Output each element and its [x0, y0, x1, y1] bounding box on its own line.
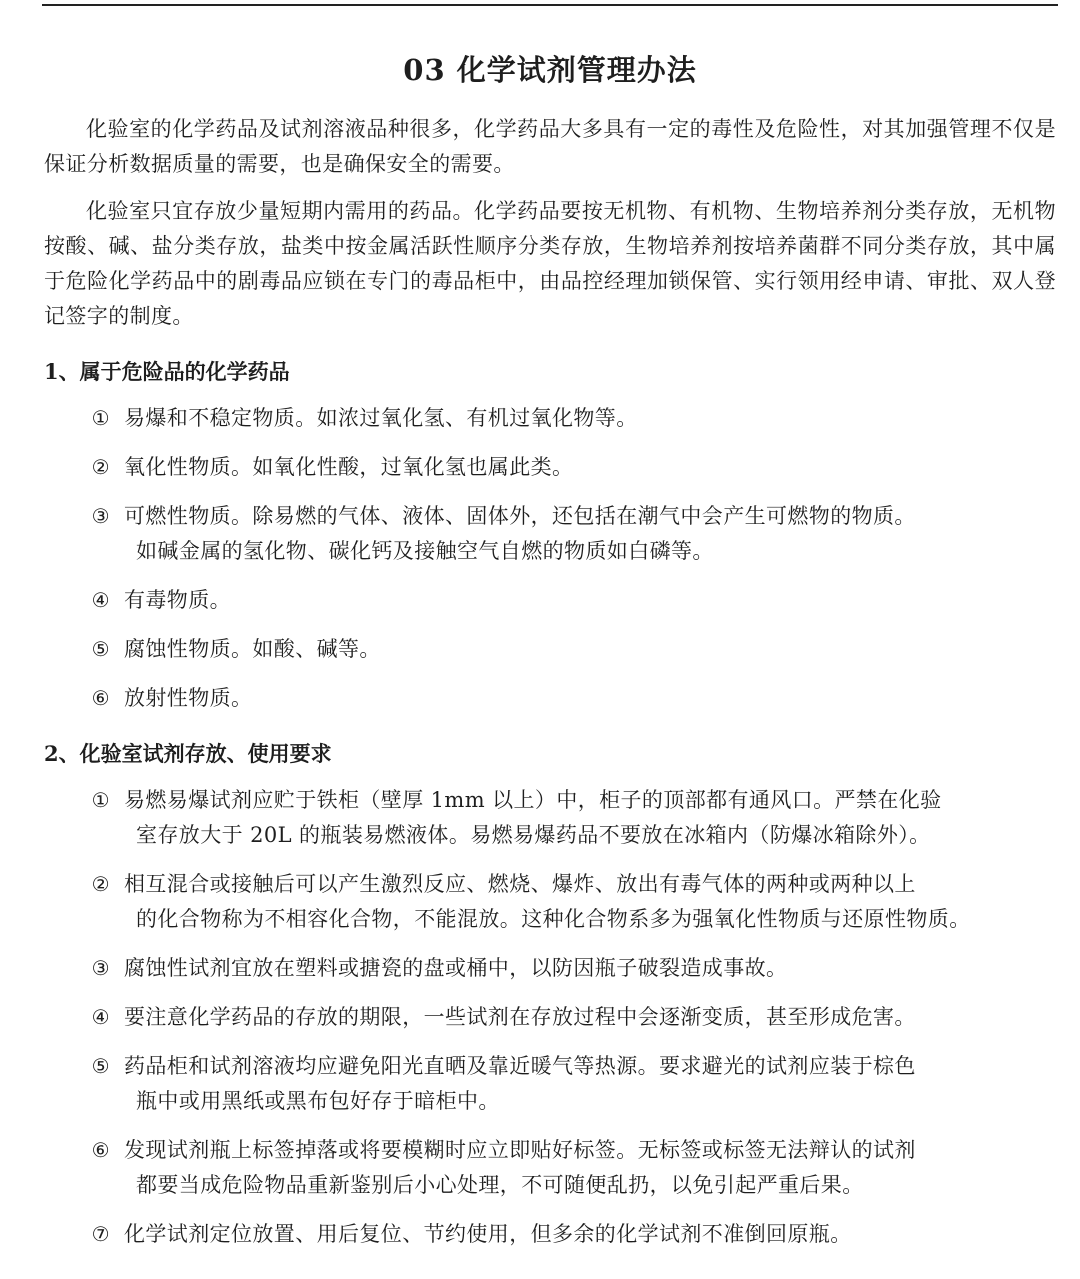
section-heading-2: 2、化验室试剂存放、使用要求 — [44, 741, 332, 766]
item-text: 放射性物质。 — [124, 686, 253, 710]
item-number: ④ — [91, 588, 110, 612]
list-item — [44, 783, 1056, 853]
item-text: 腐蚀性物质。如酸、碱等。 — [124, 637, 381, 661]
item-number: ① — [91, 788, 110, 812]
item-text: 药品柜和试剂溶液均应避免阳光直晒及靠近暖气等热源。要求避光的试剂应装于棕色 瓶中或用黑纸或黑布包好存于暗柜中。 — [124, 1054, 916, 1113]
item-number: ③ — [91, 504, 110, 528]
item-number: ⑥ — [91, 686, 110, 710]
item-text: 腐蚀性试剂宜放在塑料或搪瓷的盘或桶中，以防因瓶子破裂造成事故。 — [124, 956, 788, 980]
list-item — [44, 499, 1056, 569]
item-text: 化学试剂定位放置、用后复位、节约使用，但多余的化学试剂不准倒回原瓶。 — [124, 1222, 852, 1246]
item-number: ⑦ — [91, 1222, 110, 1246]
hazardous-chemicals-list — [44, 401, 1056, 716]
item-text: 可燃性物质。除易燃的气体、液体、固体外，还包括在潮气中会产生可燃物的物质。 如碱金属的氢化物、碳化钙及接触空气自燃的物质如白磷等。 — [124, 504, 916, 563]
item-number: ⑥ — [91, 1138, 110, 1162]
intro-paragraph-1: 化验室的化学药品及试剂溶液品种很多，化学药品大多具有一定的毒性及危险性，对其加强管理不仅是保证分析数据质量的需要，也是确保安全的需要。 — [44, 117, 1056, 176]
list-item — [44, 1217, 1056, 1252]
item-text: 相互混合或接触后可以产生激烈反应、燃烧、爆炸、放出有毒气体的两种或两种以上 的化合物称为不相容化合物，不能混放。这种化合物系多为强氧化性物质与还原性物质。 — [124, 872, 971, 931]
item-text: 发现试剂瓶上标签掉落或将要模糊时应立即贴好标签。无标签或标签无法辩认的试剂 都要当成危险物品重新鉴别后小心处理，不可随便乱扔，以免引起严重后果。 — [124, 1138, 916, 1197]
item-number: ④ — [91, 1005, 110, 1029]
intro-paragraph-2: 化验室只宜存放少量短期内需用的药品。化学药品要按无机物、有机物、生物培养剂分类存放，无机物按酸、碱、盐分类存放，盐类中按金属活跃性顺序分类存放，生物培养剂按培养菌群不同分类存放，其中属于危险化学药品中的剧毒品应锁在专门的毒品柜中，由品控经理加锁保管、实行领用经申请、审批、双人登记签字的制度。 — [44, 199, 1056, 328]
list-item — [44, 681, 1056, 716]
item-text: 要注意化学药品的存放的期限，一些试剂在存放过程中会逐渐变质，甚至形成危害。 — [124, 1005, 916, 1029]
list-item — [44, 632, 1056, 667]
item-number: ② — [91, 455, 110, 479]
item-number: ⑤ — [91, 637, 110, 661]
list-item — [44, 1000, 1056, 1035]
item-number: ② — [91, 872, 110, 896]
item-text: 易爆和不稳定物质。如浓过氧化氢、有机过氧化物等。 — [124, 406, 638, 430]
item-number: ① — [91, 406, 110, 430]
item-number: ⑤ — [91, 1054, 110, 1078]
item-text: 有毒物质。 — [124, 588, 231, 612]
list-item — [44, 867, 1056, 937]
storage-requirements-list — [44, 783, 1056, 1252]
top-rule — [42, 4, 1058, 6]
list-item — [44, 583, 1056, 618]
list-item — [44, 401, 1056, 436]
document-page — [44, 50, 1056, 1266]
item-text: 氧化性物质。如氧化性酸，过氧化氢也属此类。 — [124, 455, 574, 479]
item-text: 易燃易爆试剂应贮于铁柜（壁厚 1mm 以上）中，柜子的顶部都有通风口。严禁在化验 室存放大于 20L 的瓶装易燃液体。易燃易爆药品不要放在冰箱内（防爆冰箱除外）。 — [124, 788, 942, 847]
page-title: 03 化学试剂管理办法 — [403, 53, 697, 87]
section-heading-1: 1、属于危险品的化学药品 — [44, 359, 290, 384]
list-item — [44, 951, 1056, 986]
list-item — [44, 450, 1056, 485]
list-item — [44, 1049, 1056, 1119]
item-number: ③ — [91, 956, 110, 980]
list-item — [44, 1133, 1056, 1203]
